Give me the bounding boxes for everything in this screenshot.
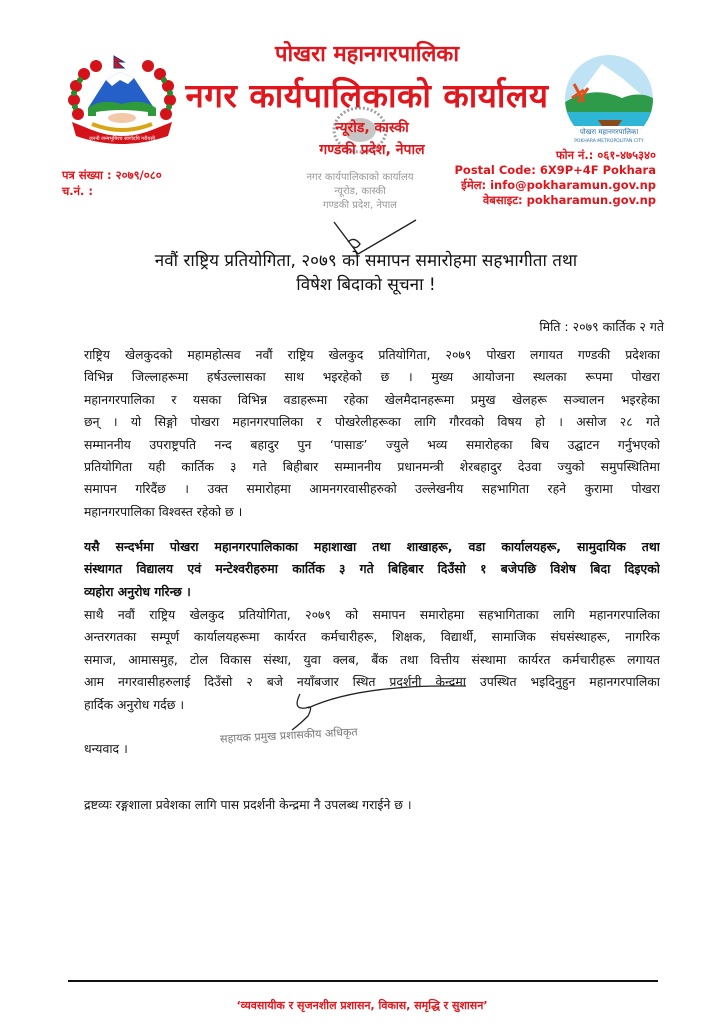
notice-date: मिति : २०७९ कार्तिक २ गते — [539, 319, 664, 334]
reference-number: पत्र संख्या : २०७९/०८० — [62, 168, 162, 182]
postal-code: Postal Code: 6X9P+4F Pokhara — [454, 163, 656, 177]
svg-text:नगर कार्यपालिकाको कार्यालय: नगर कार्यपालिकाको कार्यालय — [306, 172, 414, 183]
paragraph-line: राष्ट्रिय खेलकुदको महामहोत्सव नवौं राष्ट्रिय खेलकुद प्रतियोगिता, २०७९ पोखरा लगायत गण्डकी प्रदेशका — [84, 347, 660, 362]
svg-text:जननी जन्मभूमिश्च स्वर्गादपि गर: जननी जन्मभूमिश्च स्वर्गादपि गरीयसी — [88, 136, 156, 142]
paragraph-1 — [84, 344, 660, 523]
notice-title-line-2: विषेश बिदाको सूचना ! — [296, 275, 436, 295]
address-line-1: न्यूरोड, कास्की — [335, 120, 409, 136]
dispatch-number: च.नं. : — [62, 184, 94, 198]
paragraph-2 — [84, 536, 660, 603]
signatory-title: सहायक प्रमुख प्रशासकीय अधिकृत — [219, 725, 358, 746]
svg-text:न्यूरोड, कास्की: न्यूरोड, कास्की — [334, 186, 386, 197]
footer-slogan: ‘व्यवसायीक र सृजनशील प्रशासन, विकास, समृद्धि र सुशासन’ — [236, 999, 488, 1012]
office-name: नगर कार्यपालिकाको कार्यालय — [185, 76, 549, 115]
contact-block — [454, 148, 656, 208]
city-logo-icon — [562, 54, 656, 150]
phone-number: फोन नं.: ०६१-४७५३४० — [555, 148, 656, 162]
paragraph-line: यसै सन्दर्भमा पोखरा महानगरपालिकाका महाशाखा तथा शाखाहरू, वडा कार्यालयहरू, सामुदायिक तथा — [84, 539, 660, 554]
svg-text:गण्डकी प्रदेश, नेपाल: गण्डकी प्रदेश, नेपाल — [323, 200, 397, 211]
email-link[interactable]: ईमेल: info@pokharamun.gov.np — [461, 178, 656, 192]
paragraph-line: अन्तरगतका सम्पूर्ण कार्यालयहरूमा कार्यरत कर्मचारीहरू, शिक्षक, विद्यार्थी, सामाजिक संघसंस्थाहरू, नागरिक — [84, 629, 660, 645]
note — [84, 794, 660, 816]
paragraph-line: विभिन्न जिल्लाहरूमा हर्षउल्लासका साथ भइरहेको छ । मुख्य आयोजना स्थलका रूपमा पोखरा — [84, 369, 660, 385]
paragraph-line: संस्थागत विद्यालय एवं मन्टेश्वरीहरुमा कार्तिक ३ गते बिहिबार दिउँसो १ बजेपछि विशेष बिदा दिइएको — [84, 561, 660, 577]
paragraph-line: हार्दिक अनुरोध गर्दछ । — [84, 696, 185, 712]
footer-divider — [68, 980, 658, 982]
org-name: पोखरा महानगरपालिका — [274, 42, 460, 67]
paragraph-line: महानगरपालिका विश्वस्त रहेको छ । — [84, 503, 243, 519]
paragraph-line: समाज, आमासमुह, टोल विकास संस्था, युवा क्लब, बैंक तथा वित्तीय संस्थामा कार्यरत कर्मचारीहरू लगायत — [84, 651, 660, 667]
paragraph-line: छन् । यो सिङ्गो पोखरा महानगरपालिका र पोखरेलीहरूका लागि गौरवको विषय हो । असोज २८ गते — [84, 414, 660, 430]
website-link[interactable]: वेबसाइट: pokharamun.gov.np — [482, 193, 656, 207]
svg-text:POKHARA METROPOLITAN CITY: POKHARA METROPOLITAN CITY — [574, 139, 644, 144]
note-text: द्रष्टव्यः रङ्गशाला प्रवेशका लागि पास प्रदर्शनी केन्द्रमा नै उपलब्ध गराईने छ । — [84, 797, 412, 812]
paragraph-line: व्यहोरा अनुरोध गरिन्छ । — [84, 583, 191, 599]
paragraph-line: साथै नवौं राष्ट्रिय खेलकुद प्रतियोगिता, २०७९ को समापन समारोहमा सहभागिताका लागि महानगरपालिका — [84, 607, 660, 622]
paragraph-line: समापन गरिदैंछ । उक्त समारोहमा आमनगरवासीहरुको उल्लेखनीय सहभागिता रहने कुरामा पोखरा — [84, 481, 660, 497]
closing — [84, 738, 660, 760]
address-line-2: गण्डकी प्रदेश, नेपाल — [319, 142, 425, 158]
paragraph-line: प्रतियोगिता यही कार्तिक ३ गते बिहीबार सम्माननीय प्रधानमन्त्री शेरबहादुर देउवा ज्युको समुपस्थितिमा — [84, 459, 660, 475]
paragraph-line: सम्माननीय उपराष्ट्रपति नन्द बहादुर पुन ‘पासाङ’ ज्युले भव्य समारोहका बिच उद्घाटन गर्नुभएको — [84, 436, 660, 452]
paragraph-line: आम नगरवासीहरुलाई दिउँसो २ बजे नयाँबजार स्थित प्रदर्शनी केन्द्रमा उपस्थित भइदिनुहुन महानगरपालिका — [84, 674, 660, 690]
pokhara-city-logo — [562, 54, 656, 150]
notice-title-line-1: नवौं राष्ट्रिय प्रतियोगिता, २०७९ को समापन समारोहमा सहभागीता तथा — [154, 251, 578, 271]
closing-text: धन्यवाद । — [84, 741, 128, 756]
svg-text:पोखरा महानगरपालिका: पोखरा महानगरपालिका — [579, 128, 639, 136]
paragraph-line: महानगरपालिका र यसका विभिन्न वडाहरूमा रहेका खेलमैदानहरूमा प्रमुख खेलहरू सञ्चालन भइरहेका — [84, 391, 660, 407]
